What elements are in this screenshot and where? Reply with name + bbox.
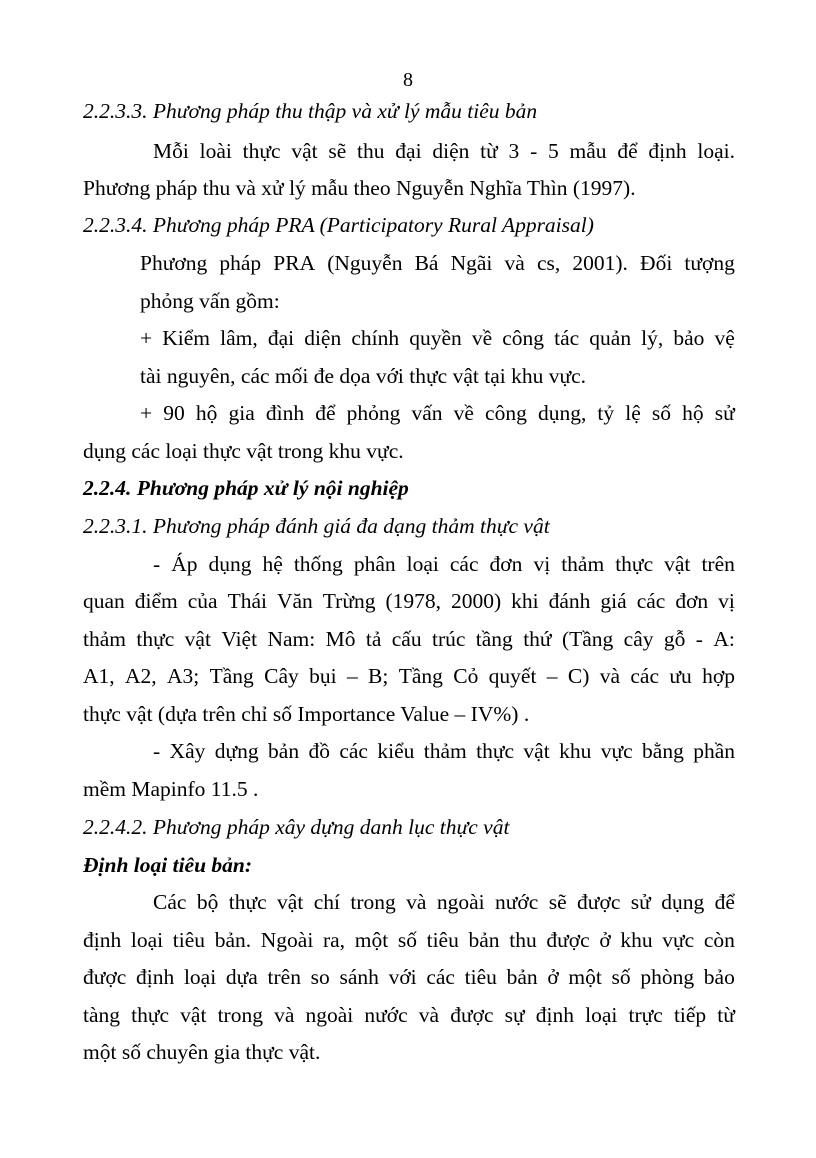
word: Thái — [227, 589, 267, 613]
word: Cây — [264, 664, 299, 688]
word: loại — [130, 928, 164, 952]
word: các — [426, 965, 455, 989]
word: về — [471, 326, 493, 350]
word: tỷ — [597, 401, 615, 425]
word: (Nguyễn — [327, 251, 403, 275]
word: Áp — [171, 552, 198, 576]
word: và — [406, 890, 427, 914]
word: các — [339, 739, 368, 763]
word: Tầng — [209, 664, 254, 688]
heading-2-2-3-1: 2.2.3.1. Phương pháp đánh giá đa dạng thảm thực vật — [83, 514, 550, 538]
word: công — [485, 401, 527, 425]
word: phần — [693, 739, 735, 763]
word: hộ — [195, 401, 218, 425]
paragraph-line — [153, 550, 735, 578]
word: hộ — [682, 401, 704, 425]
word: trực — [628, 1003, 663, 1027]
word: đại — [395, 139, 422, 163]
word: phân — [353, 552, 396, 576]
word: từ — [480, 139, 498, 163]
word: pháp — [219, 251, 262, 275]
word: vật — [277, 890, 304, 914]
word: - — [153, 739, 161, 763]
word: diện — [432, 139, 470, 163]
list-item-line — [140, 324, 735, 352]
word: vệ — [714, 326, 735, 350]
word: trên — [267, 965, 301, 989]
word: tàng — [83, 1003, 121, 1027]
word: loại — [406, 552, 439, 576]
word: được — [577, 890, 621, 914]
subheading-dinh-loai-tieu-ban: Định loại tiêu bản: — [83, 853, 253, 877]
word: bụi — [309, 664, 337, 688]
word: 2001). — [572, 251, 628, 275]
paragraph-line: phỏng vấn gồm: — [140, 289, 280, 313]
word: dụng — [208, 552, 252, 576]
word: tiêu — [426, 928, 459, 952]
word: + — [140, 401, 153, 425]
word: Tầng — [398, 664, 443, 688]
paragraph-line — [153, 137, 735, 165]
word: bảo — [703, 965, 735, 989]
paragraph-line: Phương pháp thu và xử lý mẫu theo Nguyễn Nghĩa Thìn (1997). — [83, 176, 636, 200]
word: thực — [131, 1003, 170, 1027]
word: – — [346, 664, 358, 688]
word: tả — [365, 627, 382, 651]
word: 90 — [163, 401, 185, 425]
word: tượng — [684, 251, 735, 275]
word: của — [187, 589, 218, 613]
word: Mỗi — [153, 139, 189, 163]
word: - — [153, 552, 161, 576]
word: PRA — [273, 251, 316, 275]
word: và — [504, 251, 525, 275]
word: loại — [585, 1003, 618, 1027]
word: hệ — [262, 552, 283, 576]
word: sẽ — [328, 139, 347, 163]
word: và — [274, 1003, 295, 1027]
paragraph-line: mềm Mapinfo 11.5 . — [83, 777, 259, 801]
word: được — [83, 965, 127, 989]
word: sẽ — [548, 890, 567, 914]
word: trong — [217, 1003, 263, 1027]
word: sánh — [339, 965, 379, 989]
word: vị — [533, 552, 551, 576]
word: Phương — [140, 251, 208, 275]
word: Văn — [276, 589, 313, 613]
word: đình — [265, 401, 305, 425]
word: tiêu — [464, 965, 497, 989]
word: bản — [468, 928, 500, 952]
word: để — [617, 139, 638, 163]
word: thảm — [83, 627, 126, 651]
word: Kiểm — [162, 326, 211, 350]
paragraph-line: một số chuyên gia thực vật. — [83, 1040, 321, 1064]
word: thứ — [523, 627, 552, 651]
word: giá — [600, 589, 627, 613]
word: tác — [554, 326, 580, 350]
word: khu — [620, 928, 653, 952]
word: từ — [717, 1003, 735, 1027]
word: vật — [291, 139, 318, 163]
word: vật — [180, 1003, 207, 1027]
word: được — [450, 1003, 494, 1027]
word: cs, — [536, 251, 561, 275]
paragraph-line — [83, 587, 735, 615]
word: ra, — [322, 928, 346, 952]
word: số — [651, 401, 672, 425]
word: bản. — [214, 928, 252, 952]
word: thảm — [561, 552, 605, 576]
word: để — [714, 890, 735, 914]
word: các — [449, 552, 479, 576]
word: so — [310, 965, 330, 989]
word: vật — [184, 627, 211, 651]
word: diện — [304, 326, 342, 350]
word: (1978, — [385, 589, 442, 613]
word: A1, — [83, 664, 115, 688]
word: tầng — [475, 627, 513, 651]
word: số — [611, 965, 631, 989]
word: vực — [600, 739, 633, 763]
word: công — [502, 326, 545, 350]
paragraph-line — [83, 662, 735, 690]
word: phỏng — [346, 401, 401, 425]
word: kiểu — [377, 739, 415, 763]
list-item-line: dụng các loại thực vật trong khu vực. — [83, 439, 404, 463]
word: thảm — [423, 739, 467, 763]
word: dụng, — [537, 401, 587, 425]
word: dụng — [661, 890, 705, 914]
word: khu — [559, 739, 592, 763]
word: Bá — [414, 251, 439, 275]
word: thu — [509, 928, 537, 952]
word: hợp — [702, 664, 735, 688]
word: quyền — [409, 326, 462, 350]
word: 5 — [548, 139, 559, 163]
word: định — [83, 928, 122, 952]
word: - — [695, 627, 703, 651]
word: tiêu — [172, 928, 206, 952]
heading-2-2-3-4: 2.2.3.4. Phương pháp PRA (Participatory Rural Appraisal) — [83, 213, 594, 237]
word: vấn — [411, 401, 443, 425]
word: tiếp — [673, 1003, 707, 1027]
word: loại. — [697, 139, 735, 163]
word: các — [630, 664, 660, 688]
word: đánh — [548, 589, 591, 613]
word: vị — [718, 589, 735, 613]
paragraph-line: thực vật (dựa trên chỉ số Importance Value – IV%) . — [83, 702, 530, 726]
word: Các — [153, 890, 187, 914]
word: (Tầng — [561, 627, 614, 651]
word: thực — [476, 739, 515, 763]
word: Nam: — [267, 627, 316, 651]
word: khi — [511, 589, 539, 613]
word: lý, — [641, 326, 664, 350]
word: sử — [714, 401, 735, 425]
word: một — [354, 928, 389, 952]
heading-2-2-4-2: 2.2.4.2. Phương pháp xây dựng danh lục thực vật — [83, 815, 510, 839]
word: thực — [136, 627, 175, 651]
word: loại — [183, 965, 217, 989]
word: Việt — [221, 627, 258, 651]
word: đơn — [489, 552, 523, 576]
word: quản — [589, 326, 632, 350]
word: định — [535, 1003, 575, 1027]
word: quan — [83, 589, 125, 613]
paragraph-line — [153, 737, 735, 765]
heading-2-2-4: 2.2.4. Phương pháp xử lý nội nghiệp — [83, 476, 409, 500]
word: Đối — [640, 251, 673, 275]
word: A3; — [167, 664, 200, 688]
word: - — [530, 139, 538, 163]
word: chính — [351, 326, 400, 350]
word: vật — [664, 552, 691, 576]
word: – — [546, 664, 558, 688]
word: gỗ — [663, 627, 686, 651]
word: các — [636, 589, 666, 613]
paragraph-line — [140, 249, 735, 277]
word: Ngoài — [260, 928, 314, 952]
word: còn — [703, 928, 735, 952]
word: lệ — [625, 401, 641, 425]
word: A2, — [125, 664, 157, 688]
word: thống — [293, 552, 343, 576]
word: định — [648, 139, 687, 163]
word: + — [140, 326, 153, 350]
word: Cỏ — [453, 664, 479, 688]
word: trúc — [431, 627, 466, 651]
word: ở — [547, 965, 559, 989]
word: bộ — [196, 890, 219, 914]
word: gia — [228, 401, 255, 425]
list-item-line — [140, 399, 735, 427]
word: về — [453, 401, 474, 425]
word: để — [315, 401, 336, 425]
word: phòng — [640, 965, 695, 989]
word: dựa — [225, 965, 258, 989]
word: ở — [599, 928, 611, 952]
word: Mô — [325, 627, 356, 651]
word: ưu — [669, 664, 692, 688]
paragraph-line — [83, 963, 735, 991]
paragraph-line — [83, 926, 735, 954]
word: sự — [504, 1003, 525, 1027]
word: sử — [630, 890, 651, 914]
word: 2000) — [451, 589, 502, 613]
word: A: — [713, 627, 735, 651]
heading-2-2-3-3: 2.2.3.3. Phương pháp thu thập và xử lý mẫu tiêu bản — [83, 99, 538, 123]
word: đại — [267, 326, 295, 350]
word: bản — [268, 739, 300, 763]
word: nước — [364, 1003, 408, 1027]
word: mẫu — [569, 139, 607, 163]
word: một — [568, 965, 602, 989]
word: được — [546, 928, 590, 952]
word: vật — [523, 739, 550, 763]
word: vực — [662, 928, 695, 952]
word: điểm — [134, 589, 178, 613]
word: đồ — [308, 739, 330, 763]
word: bằng — [642, 739, 684, 763]
word: B; — [368, 664, 389, 688]
paragraph-line — [83, 1001, 735, 1029]
word: dựng — [214, 739, 259, 763]
word: định — [136, 965, 175, 989]
word: thực — [228, 890, 267, 914]
word: Ngãi — [450, 251, 493, 275]
paragraph-line — [153, 888, 735, 916]
word: Trừng — [322, 589, 376, 613]
word: cây — [623, 627, 654, 651]
page-number: 8 — [403, 69, 413, 91]
word: trong — [350, 890, 396, 914]
word: 3 — [508, 139, 520, 163]
word: và — [418, 1003, 440, 1027]
list-item-line: tài nguyên, các mối đe dọa với thực vật tại khu vực. — [140, 364, 587, 388]
paragraph-line — [83, 625, 735, 653]
word: thu — [357, 139, 385, 163]
word: ngoài — [305, 1003, 354, 1027]
word: loài — [199, 139, 232, 163]
word: C) — [567, 664, 590, 688]
word: nước — [495, 890, 539, 914]
word: với — [388, 965, 417, 989]
word: Xây — [169, 739, 206, 763]
word: cấu — [391, 627, 422, 651]
word: lâm, — [220, 326, 258, 350]
word: ngoài — [436, 890, 485, 914]
word: bản — [506, 965, 538, 989]
word: trên — [701, 552, 735, 576]
word: chí — [313, 890, 340, 914]
word: đơn — [675, 589, 709, 613]
word: thực — [615, 552, 654, 576]
word: và — [599, 664, 621, 688]
word: thực — [242, 139, 281, 163]
word: số — [397, 928, 417, 952]
word: bảo — [673, 326, 705, 350]
word: quyết — [488, 664, 537, 688]
